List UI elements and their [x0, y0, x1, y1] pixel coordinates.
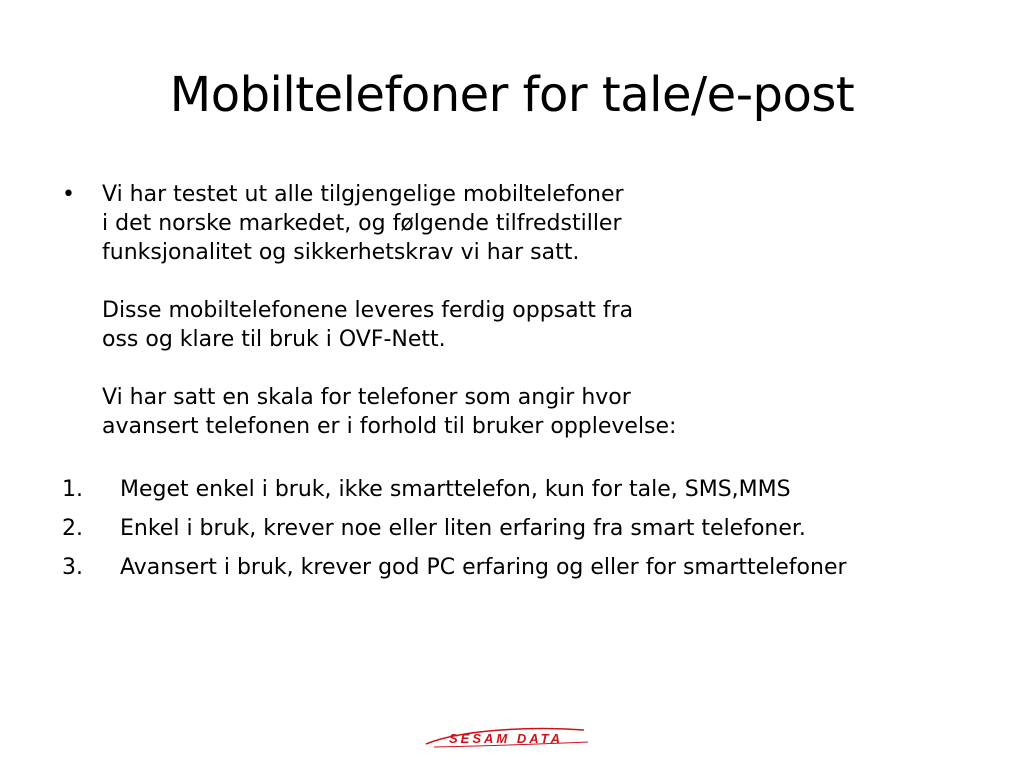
bullet-icon: •: [62, 182, 75, 207]
text-line: avansert telefonen er i forhold til bruker opplevelse:: [102, 414, 677, 439]
list-text: Meget enkel i bruk, ikke smarttelefon, kun for tale, SMS,MMS: [120, 477, 791, 502]
slide-content: [60, 180, 990, 592]
list-text: Avansert i bruk, krever god PC erfaring og eller for smarttelefoner: [120, 555, 847, 580]
paragraph-scale: [102, 383, 990, 441]
logo-text: SESAM DATA: [448, 731, 564, 746]
list-item: [60, 475, 990, 504]
scale-list: [60, 475, 990, 582]
list-number: 2.: [62, 516, 83, 541]
text-line: oss og klare til bruk i OVF-Nett.: [102, 327, 446, 352]
list-item: [60, 553, 990, 582]
list-text: Enkel i bruk, krever noe eller liten erfaring fra smart telefoner.: [120, 516, 806, 541]
text-line: i det norske markedet, og følgende tilfredstiller: [102, 211, 622, 236]
text-line: Vi har satt en skala for telefoner som angir hvor: [102, 385, 631, 410]
bullet-item: [60, 180, 990, 441]
list-number: 1.: [62, 477, 83, 502]
company-logo: [420, 724, 592, 750]
text-line: Disse mobiltelefonene leveres ferdig oppsatt fra: [102, 298, 634, 323]
list-item: [60, 514, 990, 543]
slide-title: Mobiltelefoner for tale/e-post: [169, 67, 855, 123]
paragraph-delivery: [102, 296, 990, 354]
text-line: Vi har testet ut alle tilgjengelige mobiltelefoner: [102, 182, 624, 207]
list-number: 3.: [62, 555, 83, 580]
text-line: funksjonalitet og sikkerhetskrav vi har satt.: [102, 240, 580, 265]
paragraph-tested-phones: [102, 180, 990, 267]
